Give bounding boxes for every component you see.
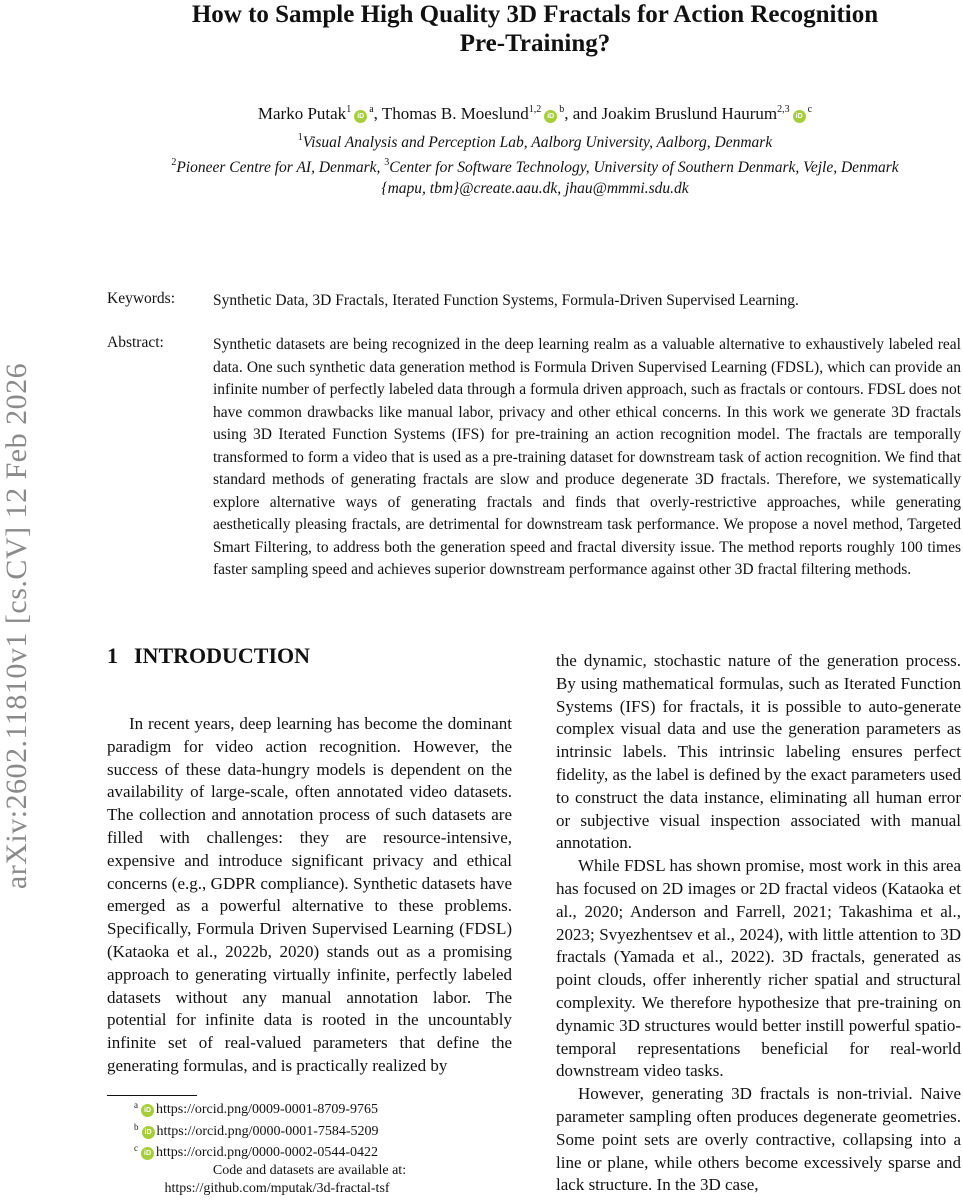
author-2-affil: 1,2 (528, 104, 542, 115)
code-availability-note: Code and datasets are available at: (212, 1163, 407, 1178)
footnote-c-mark: c (134, 1143, 138, 1153)
affiliation-2-sup: 2 (171, 157, 177, 168)
orcid-icon[interactable]: iD (354, 110, 367, 123)
affiliation-3-sup: 3 (384, 157, 390, 168)
author-1-affil: 1 (346, 104, 352, 115)
footnote-a-link[interactable]: https://orcid.png/0009-0001-8709-9765 (156, 1102, 379, 1117)
keywords-label: Keywords: (107, 290, 176, 307)
affiliation-1-text: Visual Analysis and Perception Lab, Aalborg University, Aalborg, Denmark (302, 134, 773, 151)
section-number: 1 (107, 643, 118, 668)
code-repository-link[interactable]: https://github.com/mputak/3d-fractal-tsf (164, 1181, 390, 1196)
author-1-mark: a (369, 104, 374, 115)
intro-paragraph-1: In recent years, deep learning has become the dominant paradigm for video action recognition. However, the success of these data-hungry models is dependent on the availability of large-scale, often annotated video datasets. The collection and annotation process of such datasets are filled with challenges: they are resource-intensive, expensive and introduce significant privacy and ethical concerns (e.g., GDPR compliance). Synthetic datasets have emerged as a powerful alternative to these problems. Specifically, Formula Driven Supervised Learning (FDSL) (Kataoka et al., 2022b, 2020) stands out as a promising approach to generating virtually infinite, perfectly labeled datasets without any manual annotation labor. The potential for infinite data is rooted in the uncountably infinite set of real-valued parameters that define the generating formulas, and is practically realized by (107, 714, 512, 1075)
orcid-icon: iD (142, 1126, 155, 1139)
intro-paragraph-3: However, generating 3D fractals is non-trivial. Naive parameter sampling often produces degenerate geometries. Some point sets are overly contractive, collapsing into a line or plane, while others become excessively sparse and lack structure. In the 3D case, (556, 1084, 961, 1195)
author-emails: {mapu, tbm}@create.aau.dk, jhau@mmmi.sdu.dk (381, 180, 689, 197)
orcid-icon: iD (141, 1147, 154, 1160)
right-column (556, 650, 961, 1197)
section-title: INTRODUCTION (134, 643, 311, 668)
title-line-2: Pre-Training? (459, 30, 611, 57)
author-list (110, 104, 960, 124)
affiliation-1 (110, 132, 960, 152)
abstract-label: Abstract: (107, 334, 164, 351)
section-heading (107, 643, 310, 669)
paper-title (110, 0, 960, 58)
author-1: Marko Putak (257, 104, 347, 123)
footnote-b (134, 1122, 379, 1140)
title-line-1: How to Sample High Quality 3D Fractals for Action Recognition (191, 1, 879, 28)
keywords-text: Synthetic Data, 3D Fractals, Iterated Function Systems, Formula-Driven Supervised Learning. (213, 292, 799, 309)
footnote-a-mark: a (134, 1100, 138, 1110)
affiliation-1-sup: 1 (297, 132, 303, 143)
affiliation-2 (110, 157, 960, 177)
intro-paragraph-2: While FDSL has shown promise, most work in this area has focused on 2D images or 2D fractal videos (Kataoka et al., 2020; Anderson and Farrell, 2021; Takashima et al., 2023; Svyezhentsev et al., 2024), with little attention to 3D fractals (Yamada et al., 2022). 3D fractals, generated as point clouds, offer inherently richer spatial and structural complexity. We therefore hypothesize that pre-training on dynamic 3D structures would better instill powerful spatio-temporal representations beneficial for real-world downstream video tasks. (556, 856, 961, 1081)
footnote-b-mark: b (134, 1122, 139, 1132)
author-3-mark: c (807, 104, 813, 115)
footnote-a (134, 1100, 378, 1118)
intro-paragraph-1-cont: the dynamic, stochastic nature of the generation process. By using mathematical formulas, such as Iterated Function Systems (IFS) for fractals, it is possible to auto-generate complex visual data and use the generation parameters as intrinsic labels. This intrinsic labeling ensures perfect fidelity, as the label is defined by the exact parameters used to construct the data instance, eliminating all human error or subjective visual inspection associated with manual annotation. (556, 651, 961, 853)
affiliation-2-text: Pioneer Centre for AI, Denmark, (176, 159, 385, 176)
footnote-rule (107, 1095, 197, 1096)
affiliation-3-text: Center for Software Technology, University of Southern Denmark, Vejle, Denmark (389, 159, 899, 176)
footnote-c-link[interactable]: https://orcid.png/0000-0002-0544-0422 (156, 1145, 379, 1160)
orcid-icon[interactable]: iD (793, 110, 806, 123)
author-2: , Thomas B. Moeslund (373, 104, 529, 123)
orcid-icon: iD (141, 1104, 154, 1117)
left-column (107, 713, 512, 1078)
orcid-icon[interactable]: iD (544, 110, 557, 123)
arxiv-identifier: arXiv:2602.11810v1 [cs.CV] 12 Feb 2026 (0, 362, 33, 890)
footnote-b-link[interactable]: https://orcid.png/0000-0001-7584-5209 (156, 1124, 379, 1139)
abstract-text: Synthetic datasets are being recognized in the deep learning realm as a valuable alternative to exhaustively labeled real data. One such synthetic data generation method is Formula Driven Supervised Learning (FDSL), which can provide an infinite number of perfectly labeled data through a formula driven approach, such as fractals or contours. FDSL does not have common drawbacks like manual labor, privacy and other ethical concerns. In this work we generate 3D fractals using 3D Iterated Function Systems (IFS) for pre-training an action recognition model. The fractals are temporally transformed to form a video that is used as a pre-training dataset for downstream task of action recognition. We find that standard methods of generating fractals are slow and produce degenerate 3D fractals. Therefore, we systematically explore alternative ways of generating fractals and finds that overly-restrictive approaches, while generating aesthetically pleasing fractals, are detrimental for downstream task performance. We propose a novel method, Targeted Smart Filtering, to address both the generation speed and fractal diversity issue. The method reports roughly 100 times faster sampling speed and achieves superior downstream performance against other 3D fractal filtering methods. (213, 336, 961, 578)
author-2-mark: b (559, 104, 565, 115)
footnote-c (134, 1143, 378, 1161)
author-3-affil: 2,3 (777, 104, 790, 115)
author-3: , and Joakim Bruslund Haurum (564, 104, 778, 123)
